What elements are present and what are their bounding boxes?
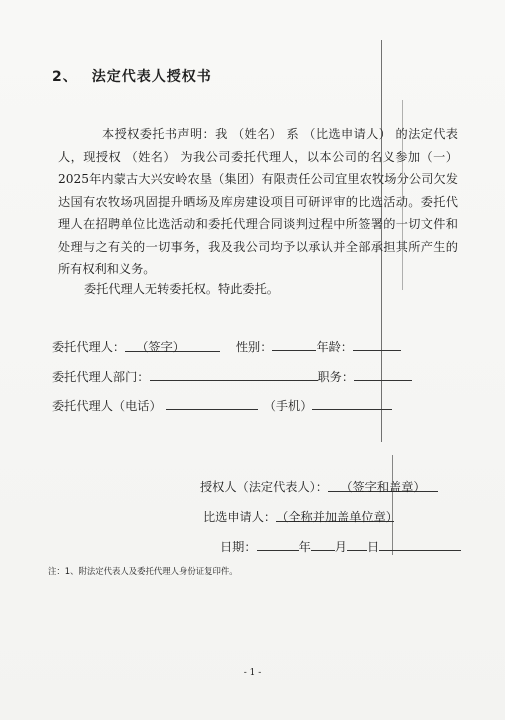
authorizer-row — [200, 478, 438, 495]
mobile-field[interactable] — [312, 396, 392, 410]
applicant-label: 比选申请人： — [203, 510, 277, 524]
month-label: 月 — [334, 540, 347, 554]
applicant-field[interactable] — [276, 508, 398, 524]
phone-label: 委托代理人（电话） — [52, 399, 162, 413]
gender-field[interactable] — [272, 337, 316, 351]
section-title: 法定代表人授权书 — [91, 69, 212, 85]
no-subdelegation-paragraph: 委托代理人无转委托权。特此委托。 — [84, 282, 279, 296]
department-row — [52, 367, 412, 385]
authorizer-signature-field[interactable] — [328, 478, 438, 492]
day-field[interactable] — [347, 537, 367, 551]
applicant-row — [203, 508, 398, 525]
date-label: 日期： — [220, 540, 257, 554]
footnote: 注：1、附法定代表人及委托代理人身份证复印件。 — [48, 566, 238, 576]
age-field[interactable] — [353, 337, 401, 351]
age-label: 年龄： — [316, 340, 353, 354]
page-number: - 1 - — [243, 668, 262, 678]
month-field[interactable] — [311, 537, 335, 551]
department-field[interactable] — [150, 367, 318, 381]
section-heading — [52, 66, 212, 86]
department-label: 委托代理人部门： — [52, 370, 150, 384]
year-field[interactable] — [257, 537, 299, 551]
applicant-hint: （全称并加盖单位章） — [276, 510, 398, 524]
year-label: 年 — [298, 540, 311, 554]
date-row — [220, 537, 461, 555]
date-trailing-line — [379, 537, 461, 551]
section-number: 2、 — [52, 69, 78, 85]
agent-signature-field[interactable] — [125, 338, 220, 352]
position-field[interactable] — [354, 367, 412, 381]
authorizer-label: 授权人（法定代表人）： — [200, 480, 328, 494]
gender-label: 性别： — [235, 340, 273, 354]
declaration-paragraph: 本授权委托书声明：我 （姓名） 系 （比选申请人） 的法定代表人，现授权 （姓名） 为我公司委托代理人，以本公司的名义参加（一）2025年内蒙古大兴安岭农垦（集团）有限责任公司宜里农牧场分公司欠发达国有农牧场巩固提升晒场及库房建设项目可研评审的比选活动。委托代理人在招聘单位比选活动和委托代理合同谈判过程中所签署的一切文件和处理与之有关的一切事务，我及我公司均予以承认并全部承担其所产生的所有权利和义务。 — [58, 127, 458, 276]
agent-row — [52, 337, 401, 355]
position-label: 职务： — [317, 370, 355, 384]
authorizer-signature-hint: （签字和盖章） — [340, 480, 426, 494]
day-label: 日 — [366, 540, 380, 554]
agent-label: 委托代理人： — [52, 340, 126, 354]
phone-field[interactable] — [166, 396, 258, 410]
mobile-label: （手机） — [263, 399, 313, 413]
agent-signature-hint: （签字） — [136, 340, 185, 354]
phone-row — [52, 396, 392, 414]
